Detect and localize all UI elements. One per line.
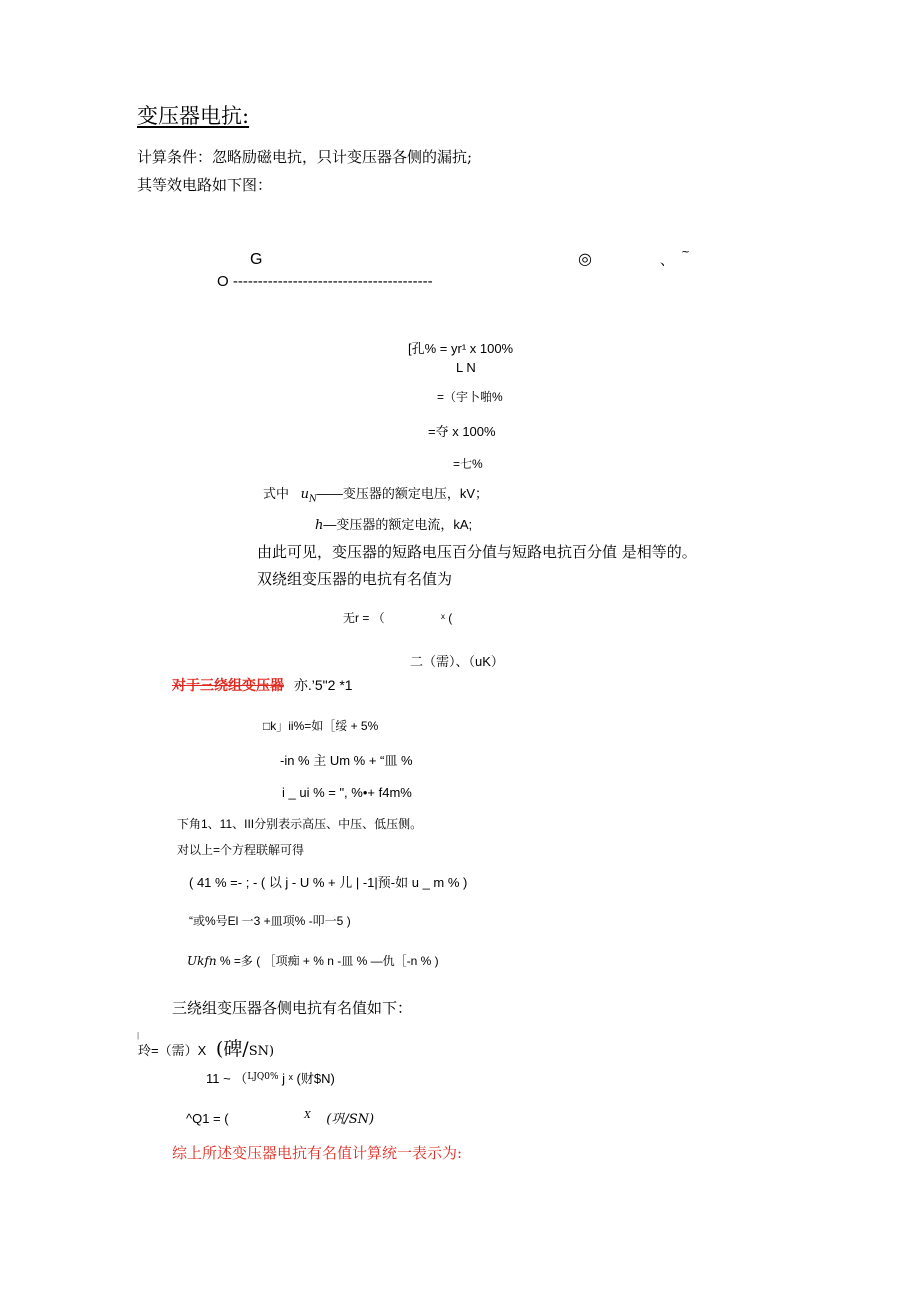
- named-value-2-c: j ˣ (财$N): [278, 1071, 335, 1086]
- named-value-3: [186, 1112, 374, 1126]
- named-value-1-c: SN): [248, 1044, 275, 1059]
- named-value-3-c: (巩/SN): [326, 1112, 375, 1127]
- solution-1: ( 41 % =- ; - ( 以 j - U % + 儿 | -1|预-如 u _ m % ): [189, 875, 468, 890]
- solution-3-rest: % =多 ( ［项痴 + % n -皿 % —仇［-n % ): [216, 954, 439, 968]
- named-value-3-b: X: [304, 1111, 311, 1121]
- named-value-1: [138, 1040, 274, 1059]
- two-winding-formula-c: 二（需）、（uK）: [410, 654, 504, 669]
- circle-symbol-icon: ◎: [578, 249, 592, 268]
- named-value-2: [206, 1072, 335, 1085]
- where-voltage-desc: ——变压器的额定电压，kV；: [316, 486, 489, 501]
- formula-step-3: =夺 x 100%: [428, 424, 496, 439]
- where-current-desc: —变压器的额定电流，kA;: [323, 517, 473, 532]
- comma-mark: 、: [660, 253, 674, 269]
- three-winding-heading: [172, 678, 353, 692]
- symbol-h: h: [315, 518, 324, 533]
- intro-equivalent-circuit: 其等效电路如下图：: [137, 176, 273, 194]
- solution-3-symbol: Ukfn: [187, 954, 217, 968]
- symbol-u-subscript: N: [309, 494, 317, 505]
- two-winding-formula-b: ˣ (: [441, 611, 453, 625]
- formula-subscript: L N: [456, 360, 476, 375]
- tilde-mark: ~: [681, 245, 691, 258]
- named-value-1-b: (碑/: [215, 1038, 249, 1060]
- section-named-values-title: 三绕组变压器各侧电抗有名值如下：: [172, 999, 413, 1017]
- where-line-current: [315, 518, 472, 532]
- margin-mark: |: [137, 1031, 140, 1040]
- circuit-line: O ----------------------------------------: [217, 273, 433, 290]
- where-line-voltage: [263, 487, 488, 505]
- summary-line: 综上所述变压器电抗有名值计算统一表示为:: [172, 1144, 463, 1162]
- named-value-1-a: 玲=（需）X: [138, 1043, 207, 1058]
- named-value-2-b: LJQ0%: [247, 1072, 279, 1082]
- page-title: 变压器电抗:: [137, 104, 250, 128]
- formula-uk-percent: [孔% = yr¹ x 100%: [408, 341, 514, 356]
- symbol-u: u: [300, 487, 310, 502]
- note-subscripts: 下角1、11、III分别表示高压、中压、低压侧。: [177, 817, 423, 831]
- paragraph-equal-values: 由此可见，变压器的短路电压百分值与短路电抗百分值 是相等的。: [257, 543, 697, 561]
- two-winding-formula-a: 无r = （: [343, 611, 385, 625]
- formula-step-4: =七%: [453, 457, 483, 471]
- intro-conditions: 计算条件：忽略励磁电抗，只计变压器各侧的漏抗;: [137, 148, 473, 166]
- solution-2: “或%号El 一3 +皿项% -叩一5 ): [189, 914, 351, 928]
- three-winding-eq-3: i _ ui % = ", %•+ f4m%: [282, 785, 412, 800]
- named-value-3-a: ^Q1 = (: [186, 1111, 229, 1126]
- formula-step-2: =（宇卜啪%: [437, 390, 503, 404]
- three-winding-label-tail: 亦.’5"2 *1: [293, 677, 353, 693]
- solution-3: [187, 955, 439, 967]
- note-solve: 对以上=个方程联解可得: [177, 843, 305, 857]
- three-winding-eq-1: □k」ii%=如［绥 + 5%: [263, 719, 379, 733]
- named-value-2-a: 11 ~ （: [206, 1071, 248, 1086]
- three-winding-label: 对于三绕组变压器: [172, 677, 284, 693]
- generator-label: G: [250, 251, 263, 268]
- where-prefix: 式中: [263, 486, 290, 501]
- paragraph-two-winding: 双绕组变压器的电抗有名值为: [257, 570, 453, 588]
- three-winding-eq-2: -in % 主 Um % + “皿 %: [280, 753, 413, 768]
